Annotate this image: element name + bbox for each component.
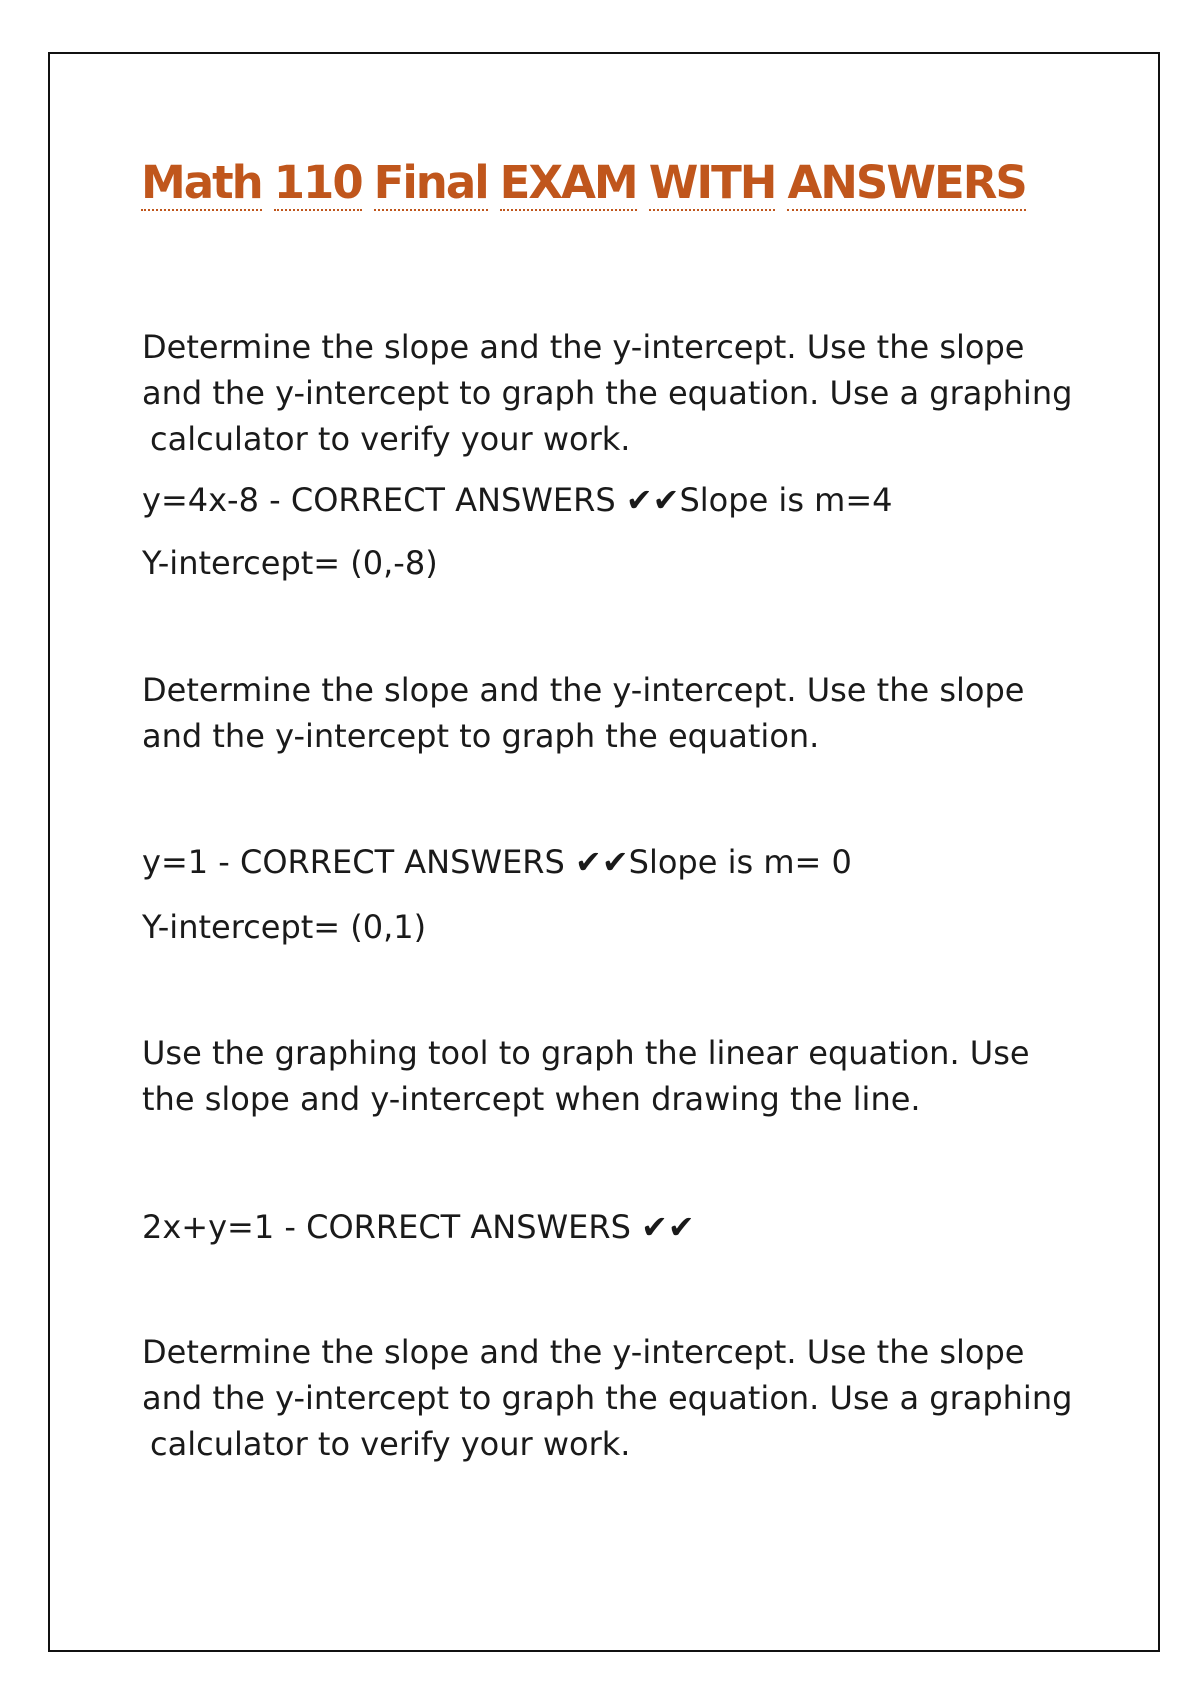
title-word: ANSWERS: [787, 156, 1026, 209]
question-2-intercept: [142, 904, 426, 950]
title-word: Math: [141, 156, 262, 209]
question-1-intercept: [142, 540, 438, 586]
text-line: y=4x-8 - CORRECT ANSWERS ✔✔Slope is m=4: [142, 481, 893, 519]
question-4-prompt: [142, 1329, 1072, 1467]
question-3-answer: [142, 1204, 695, 1250]
text-line: and the y-intercept to graph the equation.: [142, 717, 820, 755]
title-word: EXAM: [499, 156, 637, 209]
text-line: y=1 - CORRECT ANSWERS ✔✔Slope is m= 0: [142, 843, 852, 881]
title-word: 110: [273, 156, 362, 209]
question-1-prompt: [142, 324, 1072, 462]
text-line: Use the graphing tool to graph the linear equation. Use: [142, 1034, 1030, 1072]
text-line: and the y-intercept to graph the equation. Use a graphing: [142, 1379, 1073, 1417]
title-word: Final: [373, 156, 488, 209]
question-2-prompt: [142, 667, 1024, 759]
title-word: WITH: [648, 156, 776, 209]
text-line: calculator to verify your work.: [150, 420, 631, 458]
text-line: the slope and y-intercept when drawing the line.: [142, 1080, 921, 1118]
text-line: Determine the slope and the y-intercept. Use the slope: [142, 671, 1025, 709]
text-line: Y-intercept= (0,-8): [142, 544, 438, 582]
question-2-answer: [142, 839, 852, 885]
text-line: 2x+y=1 - CORRECT ANSWERS ✔✔: [142, 1208, 695, 1246]
text-line: Determine the slope and the y-intercept. Use the slope: [142, 328, 1025, 366]
text-line: and the y-intercept to graph the equation. Use a graphing: [142, 374, 1073, 412]
question-3-prompt: [142, 1030, 1030, 1122]
text-line: Y-intercept= (0,1): [142, 908, 427, 946]
text-line: calculator to verify your work.: [150, 1425, 631, 1463]
text-line: Determine the slope and the y-intercept. Use the slope: [142, 1333, 1025, 1371]
page-title: [141, 156, 1026, 209]
question-1-answer: [142, 477, 893, 523]
